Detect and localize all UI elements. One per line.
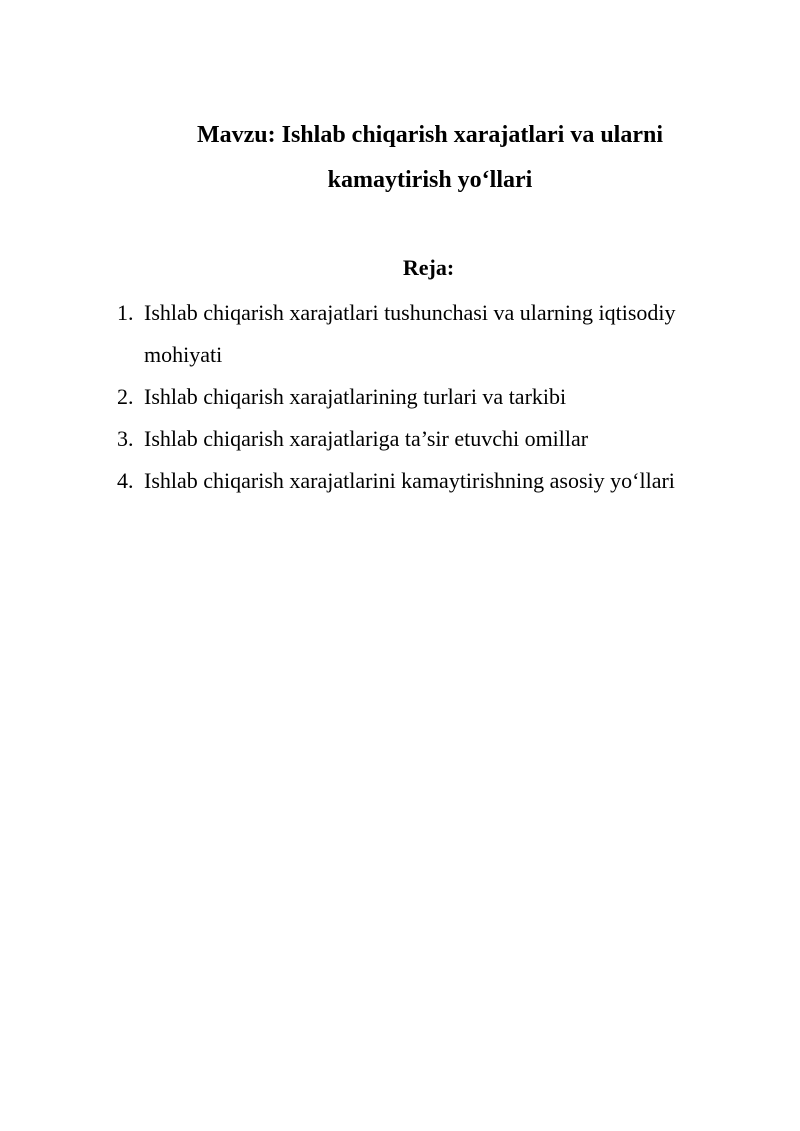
plan-heading: Reja: <box>402 255 455 280</box>
plan-item <box>117 460 747 502</box>
plan-item <box>117 292 747 376</box>
document-title <box>140 113 720 203</box>
title-line-1: Mavzu: Ishlab chiqarish xarajatlari va ularni <box>196 122 664 148</box>
plan-item-text: Ishlab chiqarish xarajatlarining turlari va tarkibi <box>144 384 567 409</box>
plan-item <box>117 376 747 418</box>
plan-item-number: 1. <box>117 300 134 325</box>
title-line-2: kamaytirish yo‘llari <box>327 167 533 193</box>
plan-item-text: Ishlab chiqarish xarajatlariga ta’sir etuvchi omillar <box>144 426 589 451</box>
plan-item-number: 4. <box>117 468 134 493</box>
plan-item <box>117 418 747 460</box>
plan-item-text: Ishlab chiqarish xarajatlari tushunchasi va ularning iqtisodiy mohiyati <box>144 300 676 367</box>
plan-item-number: 3. <box>117 426 134 451</box>
plan-item-text: Ishlab chiqarish xarajatlarini kamaytirishning asosiy yo‘llari <box>144 468 675 493</box>
plan-item-number: 2. <box>117 384 134 409</box>
plan-list <box>117 292 747 502</box>
